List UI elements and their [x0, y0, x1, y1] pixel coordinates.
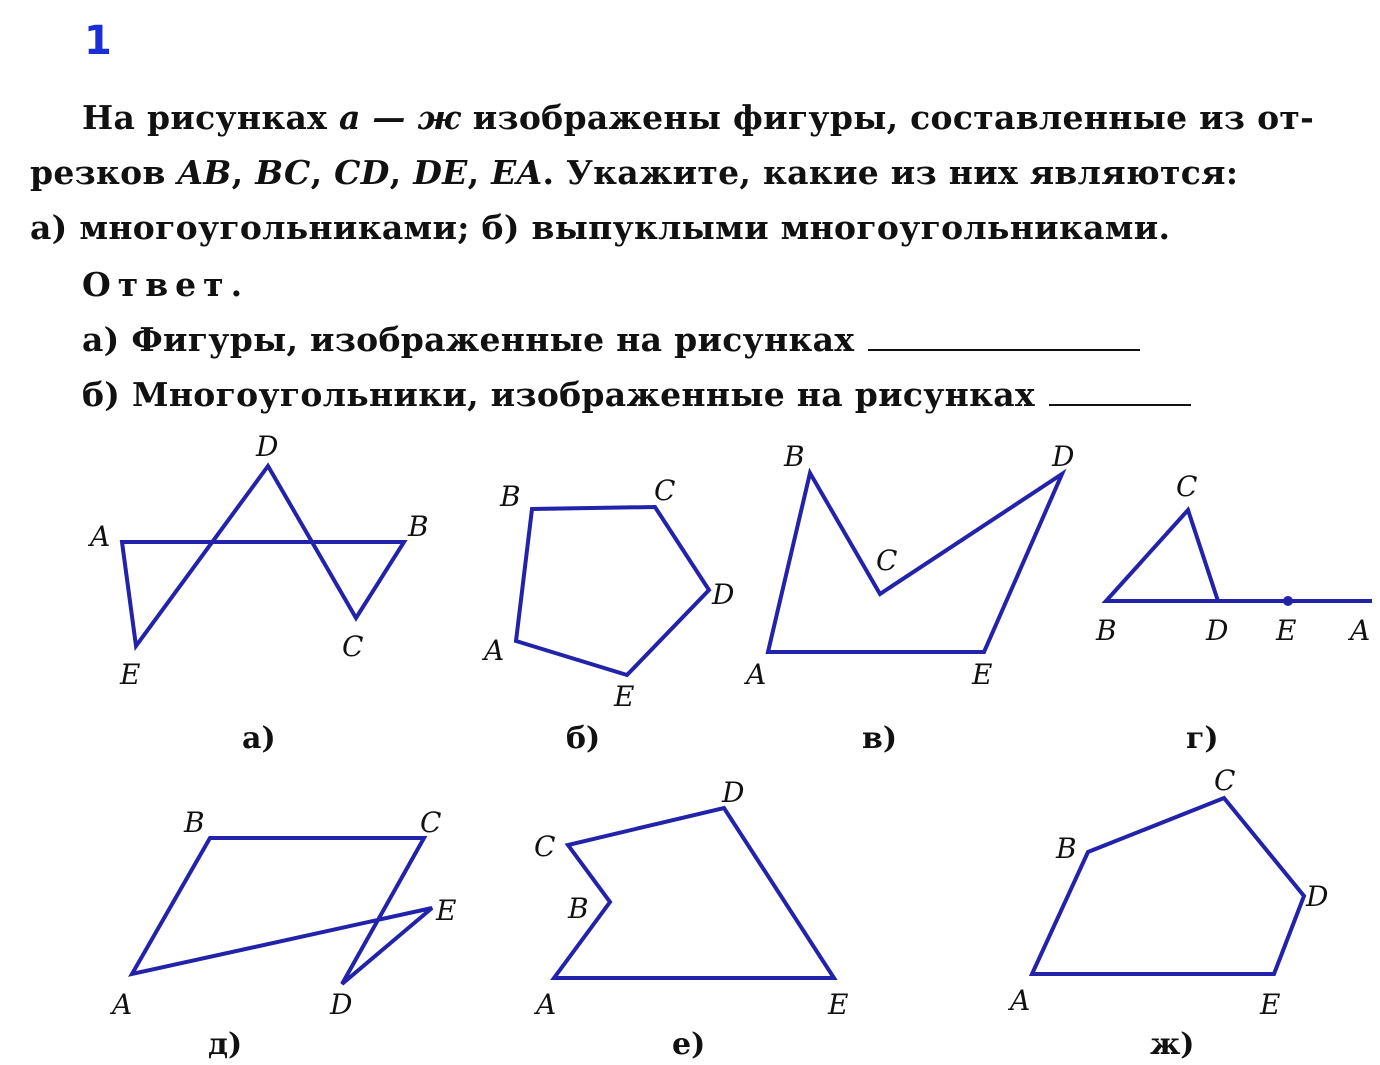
vertex-label: C — [534, 830, 556, 863]
figure-v — [743, 440, 1074, 756]
separator: , — [389, 153, 414, 192]
vertex-label: C — [654, 474, 676, 507]
figure-caption: е) — [672, 1027, 706, 1062]
figure-caption: д) — [208, 1027, 243, 1062]
answer-label: Ответ. — [82, 265, 250, 304]
task-text: . Укажите, какие из них являются: — [542, 153, 1239, 192]
vertex-label: E — [828, 988, 849, 1021]
task-text: резков — [30, 153, 178, 192]
vertex-label: E — [436, 894, 457, 927]
segment-ea: EA — [491, 153, 543, 192]
task-text: На рисунках — [82, 98, 339, 137]
task-text: изображены фигуры, составленные из от- — [460, 98, 1315, 137]
vertex-label: D — [712, 578, 735, 611]
figure-a-shape — [122, 466, 404, 646]
figure-caption: ж) — [1150, 1027, 1195, 1062]
separator: , — [467, 153, 492, 192]
figure-d — [109, 806, 456, 1062]
figure-caption: б) — [566, 721, 601, 756]
vertex-label: A — [746, 658, 767, 691]
vertex-label: C — [1176, 470, 1198, 503]
figure-e — [533, 776, 848, 1062]
exercise-number: 1 — [84, 18, 112, 64]
answer-b-text: б) Многоугольники, изображенные на рисунках — [82, 375, 1035, 414]
vertex-label: E — [1260, 988, 1281, 1021]
segment-bc: BC — [255, 153, 311, 192]
task-line-3: а) многоугольниками; б) выпуклыми многоугольниками. — [30, 208, 1171, 247]
figure-caption: в) — [862, 721, 898, 756]
vertex-label: D — [1306, 880, 1329, 913]
vertex-label: E — [1276, 614, 1297, 647]
vertex-label: C — [342, 630, 364, 663]
vertex-label: A — [536, 988, 557, 1021]
vertex-label: E — [972, 658, 993, 691]
answer-a-text: а) Фигуры, изображенные на рисунках — [82, 320, 855, 359]
figure-range: а — ж — [338, 98, 461, 137]
figure-d-shape — [132, 838, 432, 984]
vertex-label: A — [1010, 984, 1031, 1017]
vertex-label: D — [256, 430, 279, 463]
vertex-label: C — [1214, 764, 1236, 797]
vertex-label: E — [120, 658, 141, 691]
vertex-label: C — [420, 806, 442, 839]
figure-e-shape — [554, 808, 834, 978]
vertex-label: B — [1056, 832, 1077, 865]
vertex-label: A — [1350, 614, 1371, 647]
vertex-label: A — [90, 520, 111, 553]
point-e — [1283, 596, 1293, 606]
vertex-label: B — [568, 892, 589, 925]
figure-g-shape — [1106, 510, 1372, 601]
vertex-label: E — [614, 680, 635, 713]
figure-v-shape — [768, 473, 1062, 652]
figure-caption: г) — [1186, 721, 1219, 756]
vertex-label: B — [784, 440, 805, 473]
segment-cd: CD — [334, 153, 390, 192]
vertex-label: A — [484, 634, 505, 667]
vertex-label: B — [184, 806, 205, 839]
separator: , — [231, 153, 256, 192]
figure-zh-shape — [1032, 798, 1304, 974]
vertex-label: C — [876, 544, 898, 577]
figure-a — [87, 430, 429, 756]
vertex-label: D — [1206, 614, 1229, 647]
vertex-label: B — [500, 480, 521, 513]
vertex-label: B — [408, 510, 429, 543]
vertex-label: B — [1096, 614, 1117, 647]
figure-caption: а) — [242, 721, 276, 756]
figure-zh — [1007, 764, 1328, 1062]
segment-de: DE — [413, 153, 468, 192]
figure-g — [1095, 470, 1372, 756]
segment-ab: AB — [177, 153, 232, 192]
vertex-label: D — [330, 988, 353, 1021]
vertex-label: D — [722, 776, 745, 809]
figure-b — [481, 474, 734, 756]
separator: , — [310, 153, 335, 192]
vertex-label: D — [1052, 440, 1075, 473]
figure-b-shape — [516, 507, 709, 675]
vertex-label: A — [112, 988, 133, 1021]
